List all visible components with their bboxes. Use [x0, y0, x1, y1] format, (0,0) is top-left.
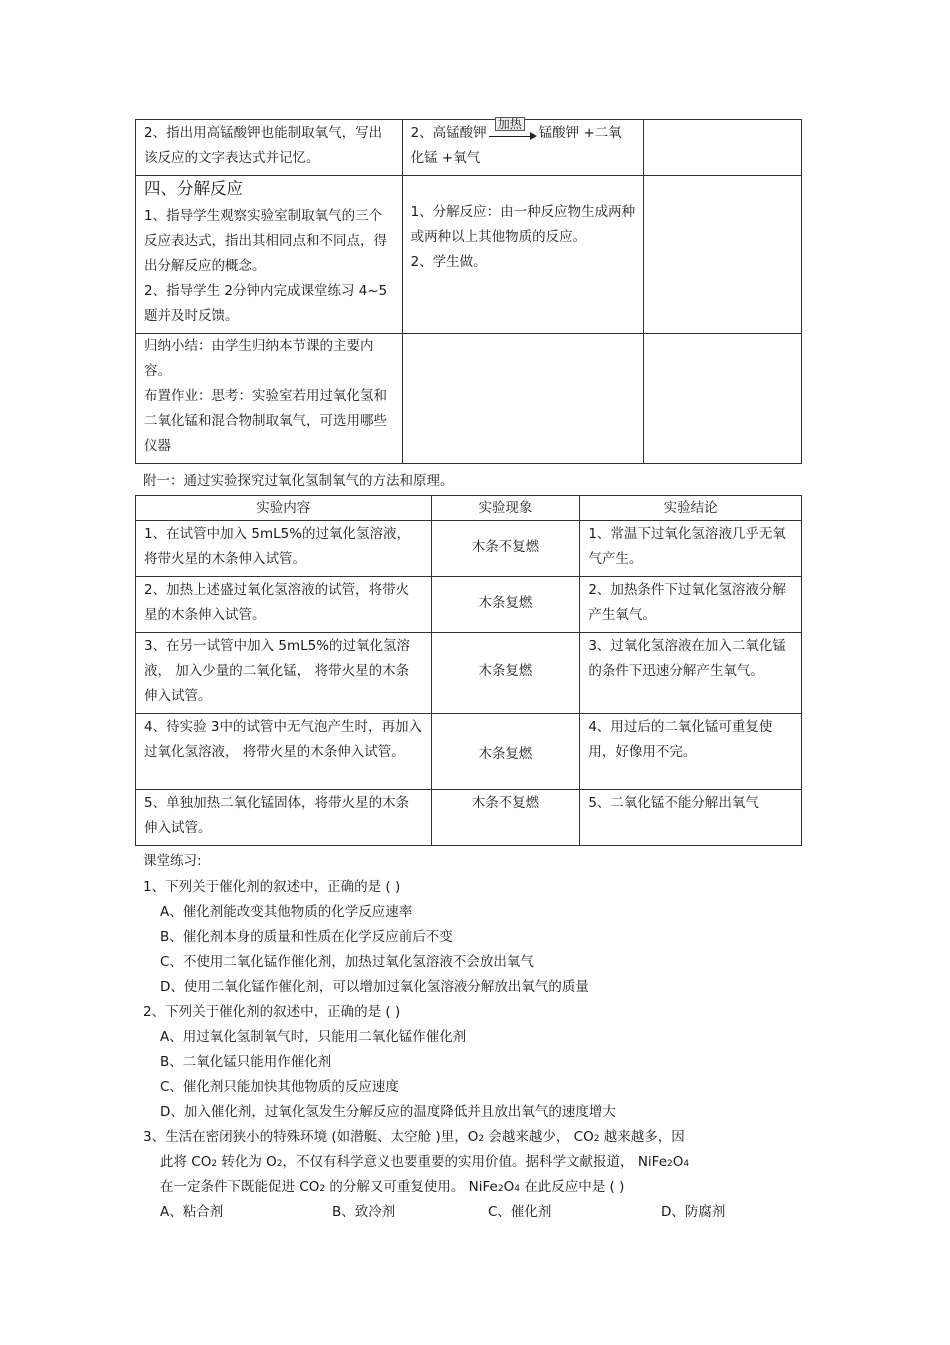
lesson-summary: 归纳小结：由学生归纳本节课的主要内容。	[144, 338, 374, 379]
question-3-option-d: D、防腐剂	[661, 1204, 726, 1220]
lesson-table	[135, 119, 802, 464]
experiment-table	[135, 495, 802, 846]
arrow-condition-label: 加热	[495, 117, 525, 131]
question-3-option-c: C、催化剂	[488, 1204, 552, 1220]
lesson-row-1	[136, 120, 802, 176]
lesson-student-text-2b: 2、学生做。	[410, 254, 487, 270]
header-phenomenon: 实验现象	[431, 496, 580, 521]
experiment-content-5: 5、单独加热二氧化锰固体，将带火星的木条伸入试管。	[144, 795, 410, 836]
experiment-conclusion-2: 2、加热条件下过氧化氢溶液分解产生氧气。	[588, 582, 786, 623]
lesson-cell-teacher-1	[136, 120, 403, 176]
lesson-student-text-2a: 1、分解反应：由一种反应物生成两种或两种以上其他物质的反应。	[410, 204, 636, 245]
q3-l3-d: 在此反应中是 ( )	[519, 1179, 625, 1195]
question-1-stem: 1、下列关于催化剂的叙述中，正确的是 ( )	[143, 879, 401, 895]
question-2-option-d: D、加入催化剂，过氧化氢发生分解反应的温度降低并且放出氧气的速度增大	[160, 1104, 616, 1120]
lesson-teacher-text-2a: 1、指导学生观察实验室制取氧气的三个反应表达式，指出其相同点和不同点，得出分解反应的概念。	[144, 208, 387, 274]
table-row	[136, 577, 802, 633]
q3-l1-c-sub: 2	[593, 1134, 600, 1144]
table-row	[136, 714, 802, 790]
question-3-option-b: B、致冷剂	[332, 1204, 396, 1220]
question-1-option-d: D、使用二氧化锰作催化剂，可以增加过氧化氢溶液分解放出氧气的质量	[160, 979, 589, 995]
question-2-option-b: B、二氧化锰只能用作催化剂	[160, 1054, 332, 1070]
q3-l3-a: 在一定条件下既能促进 CO	[160, 1179, 320, 1195]
question-3-line-2	[160, 1151, 689, 1175]
q3-l1-b-sub: 2	[478, 1134, 485, 1144]
q3-l1-c: 会越来越少， CO	[484, 1129, 594, 1145]
exercises-title: 课堂练习:	[143, 853, 202, 869]
q3-l3-b-sub: 2	[497, 1184, 504, 1194]
question-3-line-3	[160, 1176, 624, 1200]
reaction-products: 锰酸钾 +二氧化锰 +氧气	[410, 125, 622, 166]
question-1-option-c: C、不使用二氧化锰作催化剂，加热过氧化氢溶液不会放出氧气	[160, 954, 534, 970]
question-1-option-a: A、催化剂能改变其他物质的化学反应速率	[160, 904, 413, 920]
lesson-cell-student-1	[402, 117, 644, 176]
experiment-phenomenon-5: 木条不复燃	[471, 795, 540, 811]
q3-l1-a: 3、生活在密闭狭小的特殊环境 (如潜艇、太空舱 )里，	[143, 1129, 468, 1145]
q3-l2-c: ，不仅有科学意义也要重要的实用价值。据科学文献报道， NiFe	[282, 1154, 668, 1170]
lesson-cell-teacher-3	[136, 334, 403, 464]
q3-l3-a-sub: 2	[319, 1184, 326, 1194]
experiment-header-row	[136, 496, 802, 521]
experiment-conclusion-5: 5、二氧化锰不能分解出氧气	[588, 795, 759, 811]
question-3-option-a: A、粘合剂	[160, 1204, 224, 1220]
experiment-phenomenon-1: 木条不复燃	[471, 539, 540, 555]
q3-l3-c: O	[503, 1179, 515, 1195]
lesson-cell-student-2	[402, 176, 644, 334]
q3-l2-a-sub: 2	[211, 1159, 218, 1169]
experiment-content-1: 1、在试管中加入 5mL5%的过氧化氢溶液，将带火星的木条伸入试管。	[144, 526, 411, 567]
table-row	[136, 633, 802, 714]
experiment-content-2: 2、加热上述盛过氧化氢溶液的试管，将带火星的木条伸入试管。	[144, 582, 410, 623]
lesson-teacher-text-1: 2、指出用高锰酸钾也能制取氧气，写出该反应的文字表达式并记忆。	[144, 125, 383, 166]
question-2-stem: 2、下列关于催化剂的叙述中，正确的是 ( )	[143, 1004, 401, 1020]
q3-l2-b: 转化为 O	[217, 1154, 277, 1170]
section-heading: 四、分解反应	[144, 179, 243, 198]
lesson-cell-teacher-2	[136, 176, 403, 334]
experiment-content-4: 4、待实验 3中的试管中无气泡产生时，再加入过氧化氢溶液， 将带火星的木条伸入试管。	[144, 719, 422, 760]
q3-l1-d: 越来越多，因	[599, 1129, 685, 1145]
q3-l3-c-sub: 4	[514, 1184, 520, 1194]
lesson-row-2	[136, 176, 802, 334]
experiment-content-3: 3、在另一试管中加入 5mL5%的过氧化氢溶液， 加入少量的二氧化锰， 将带火星的木条伸入试管。	[144, 638, 411, 704]
question-2-option-c: C、催化剂只能加快其他物质的反应速度	[160, 1079, 399, 1095]
appendix-title: 附一：通过实验探究过氧化氢制氧气的方法和原理。	[143, 473, 454, 489]
experiment-conclusion-1: 1、常温下过氧化氢溶液几乎无氧气产生。	[588, 526, 786, 567]
reaction-equation	[403, 117, 644, 175]
table-row	[136, 521, 802, 577]
experiment-conclusion-4: 4、用过后的二氧化锰可重复使用，好像用不完。	[588, 719, 773, 760]
question-2-option-a: A、用过氧化氢制氧气时，只能用二氧化锰作催化剂	[160, 1029, 467, 1045]
question-1-option-b: B、催化剂本身的质量和性质在化学反应前后不变	[160, 929, 453, 945]
lesson-row-3	[136, 334, 802, 464]
q3-l1-b: O	[467, 1129, 479, 1145]
q3-l2-d: O	[672, 1154, 684, 1170]
experiment-phenomenon-3: 木条复燃	[478, 663, 533, 679]
lesson-cell-notes-3	[644, 334, 802, 464]
experiment-phenomenon-4: 木条复燃	[478, 746, 533, 762]
experiment-conclusion-3: 3、过氧化氢溶液在加入二氧化锰的条件下迅速分解产生氧气。	[588, 638, 786, 679]
q3-l3-b: 的分解又可重复使用。 NiFe	[325, 1179, 498, 1195]
q3-l2-c-sub: 2	[667, 1159, 673, 1169]
lesson-homework: 布置作业：思考：实验室若用过氧化氢和二氧化锰和混合物制取氧气，可选用哪些仪器	[144, 388, 387, 454]
table-row	[136, 790, 802, 846]
q3-l2-b-sub: 2	[276, 1159, 283, 1169]
experiment-phenomenon-2: 木条复燃	[478, 595, 533, 611]
reaction-reactant: 2、高锰酸钾	[410, 125, 487, 141]
lesson-cell-notes-2	[644, 176, 802, 334]
lesson-teacher-text-2b: 2、指导学生 2分钟内完成课堂练习 4~5题并及时反馈。	[144, 283, 388, 324]
q3-l2-d-sub: 4	[683, 1159, 690, 1169]
lesson-cell-student-3	[402, 334, 644, 464]
header-conclusion: 实验结论	[580, 496, 802, 521]
question-3-line-1	[143, 1126, 685, 1150]
header-content: 实验内容	[136, 496, 432, 521]
lesson-cell-notes-1	[644, 120, 802, 176]
reaction-arrow-icon	[489, 117, 537, 140]
q3-l2-a: 此将 CO	[160, 1154, 212, 1170]
